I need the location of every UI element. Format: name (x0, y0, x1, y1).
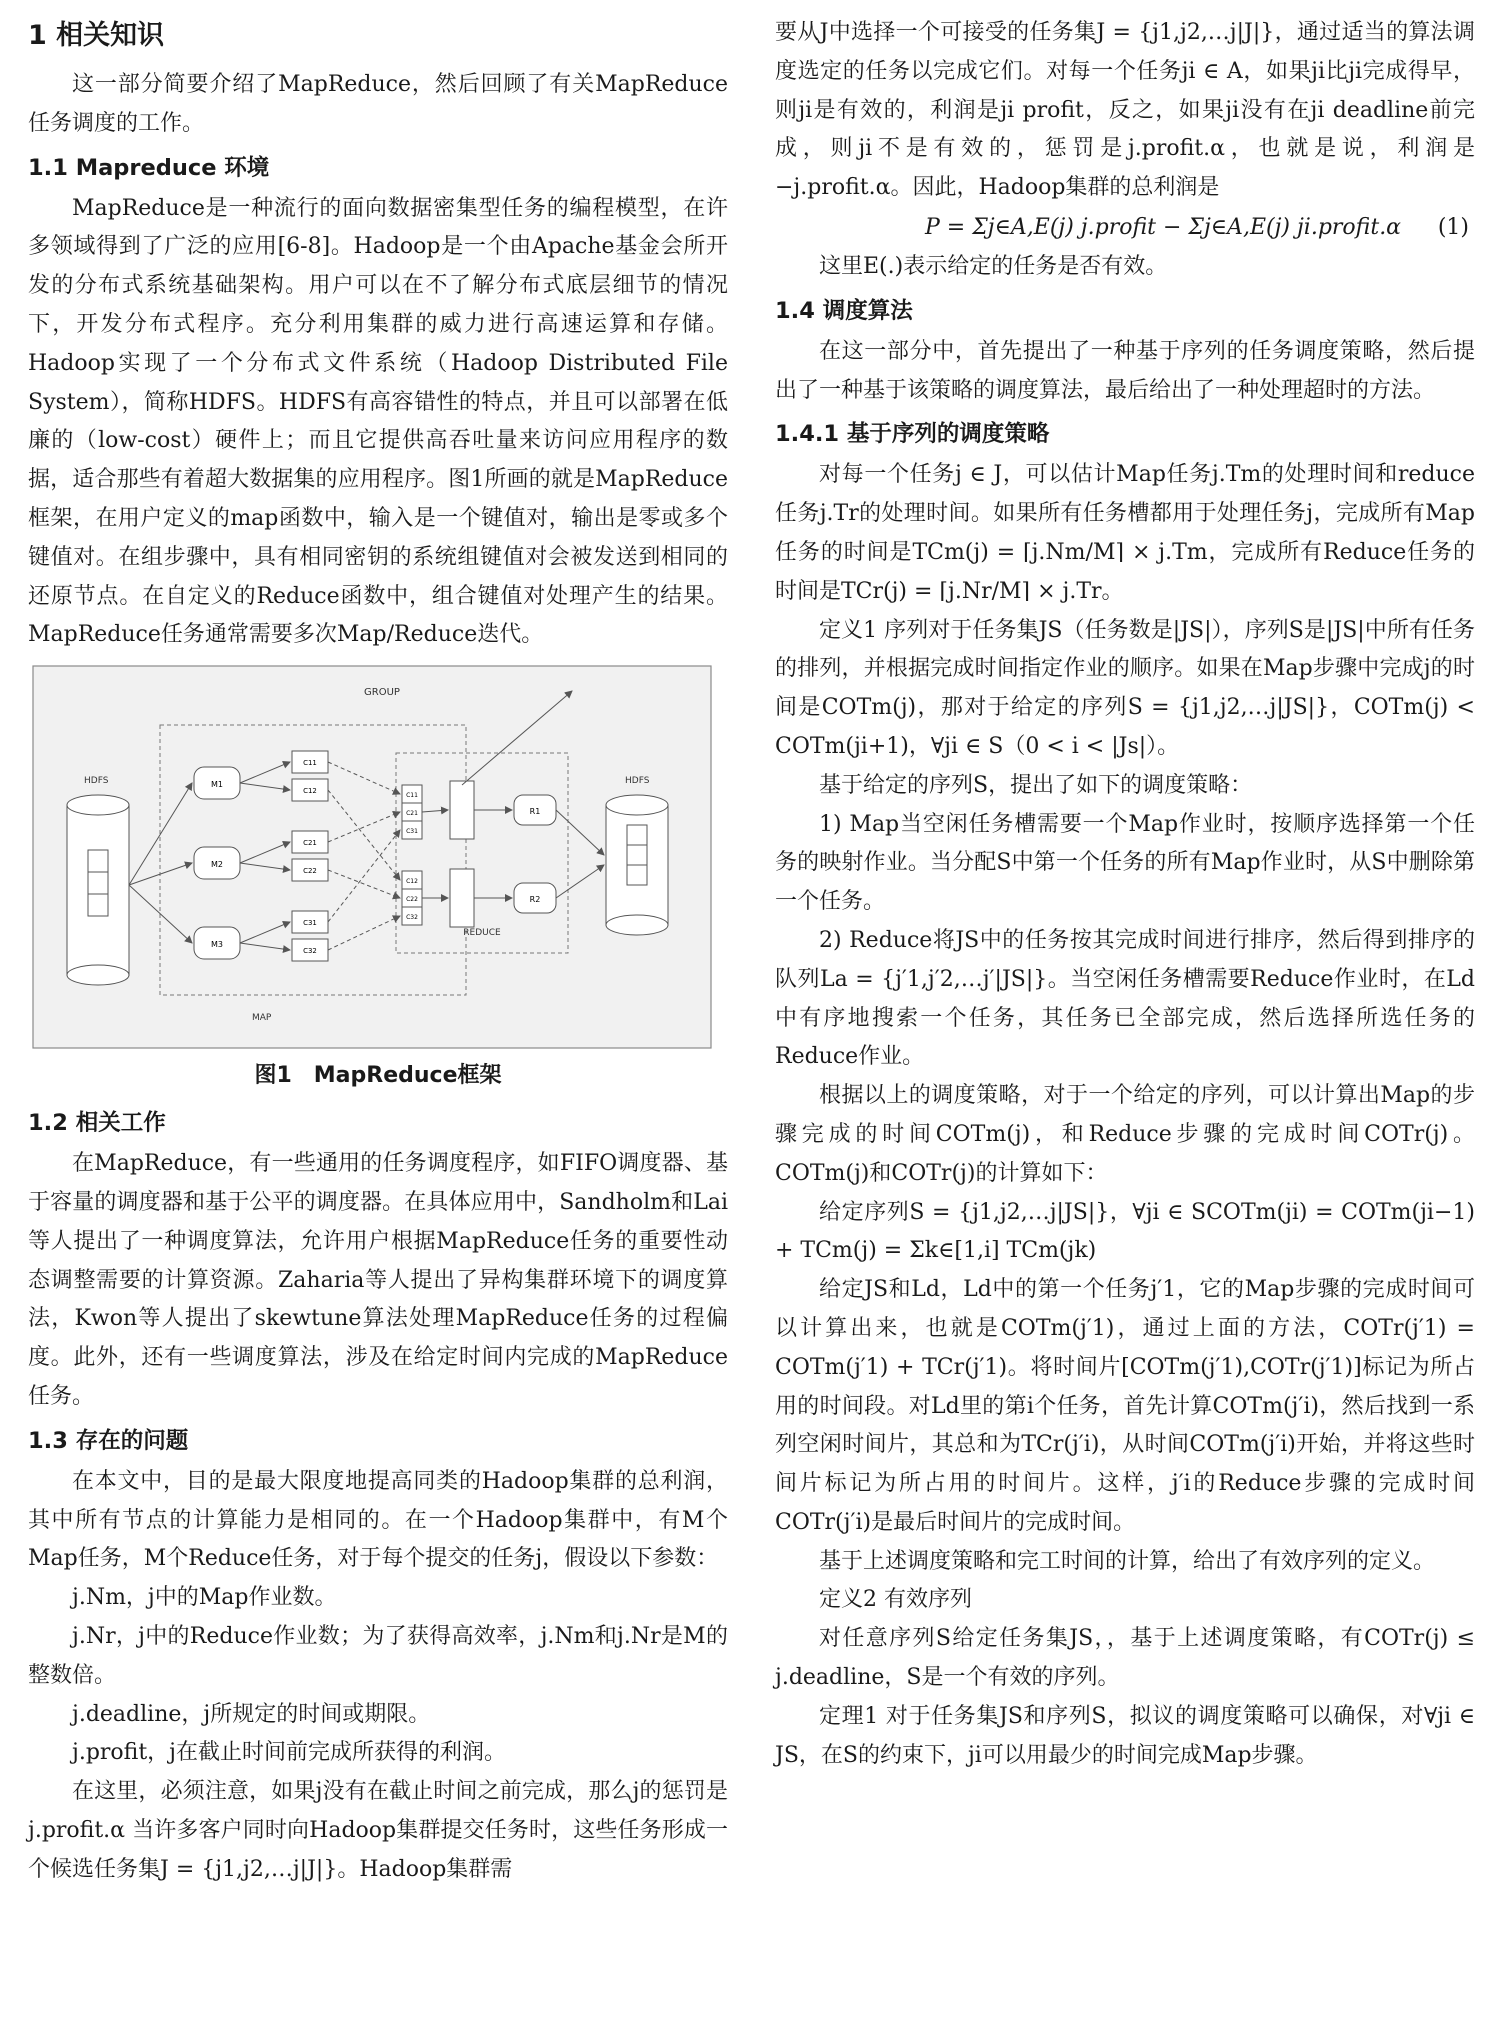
svg-text:C22: C22 (406, 896, 418, 904)
chunk-c32 (292, 939, 328, 961)
map-node-m3 (194, 927, 240, 959)
svg-text:C22: C22 (303, 867, 317, 876)
svg-text:C12: C12 (406, 878, 418, 886)
given-sequence-formula: 给定序列S = {j1,j2,…j|JS|}，∀ji ∈ SCOTm(ji) = COTm(ji−1) + TCm(j) = Σk∈[1,i] TCm(jk) (775, 1199, 1475, 1264)
continued-paragraph: 要从J中选择一个可接受的任务集J = {j1,j2,…j|J|}，通过适当的算法调度选定的任务以完成它们。对每一个任务ji ∈ A，如果ji比ji完成得早，则ji是有效的，利润是ji profit，反之，如果ji没有在ji deadline前完成，则ji不是有效的，惩罚是j.profit.α，也就是说，利润是−j.profit.α。因此，Hadoop集群的总利润是 (775, 20, 1475, 201)
reduce-label: REDUCE (463, 928, 501, 939)
parameter-nm: j.Nm，j中的Map作业数。 (72, 1585, 337, 1611)
intro-paragraph: 这一部分简要介绍了MapReduce，然后回顾了有关MapReduce任务调度的工作。 (28, 72, 728, 136)
subsection-heading-1-1: 1.1 Mapreduce 环境 (28, 154, 270, 181)
right-column (775, 14, 1475, 1775)
figure-1 (28, 665, 728, 1099)
svg-text:M2: M2 (211, 860, 223, 870)
policy-rule-map: 1) Map当空闲任务槽需要一个Map作业时，按顺序选择第一个任务的映射作业。当分配S中第一个任务的所有Map作业时，从S中删除第一个任务。 (775, 811, 1475, 915)
equation-1 (775, 208, 1475, 248)
equation-1-number: (1) (1437, 214, 1469, 240)
algorithm-intro-paragraph: 在这一部分中，首先提出了一种基于序列的任务调度策略，然后提出了一种基于该策略的调度算法，最后给出了一种处理超时的方法。 (775, 338, 1475, 403)
svg-text:C32: C32 (406, 914, 418, 922)
definition-1: 定义1 序列对于任务集JS（任务数是|JS|），序列S是|JS|中所有任务的排列，并根据完成时间指定作业的顺序。如果在Map步骤中完成j的时间是COTm(j)，那对于给定的序列S = {j1,j2,…j|JS|}，COTm(j) < COTm(ji+1)，∀ji ∈ S（0 < i < |Js|）。 (775, 617, 1475, 759)
related-work-paragraph: 在MapReduce，有一些通用的任务调度程序，如FIFO调度器、基于容量的调度器和基于公平的调度器。在具体应用中，Sandholm和Lai等人提出了一种调度算法，允许用户根据MapReduce任务的重要性动态调整需要的计算资源。Zaharia等人提出了异构集群环境下的调度算法，Kwon等人提出了skewtune算法处理MapReduce任务的过程偏度。此外，还有一些调度算法，涉及在给定时间内完成的MapReduce任务。 (28, 1151, 728, 1409)
mapreduce-environment-paragraph: MapReduce是一种流行的面向数据密集型任务的编程模型，在许多领域得到了广泛的应用[6-8]。Hadoop是一个由Apache基金会所开发的分布式系统基础架构。用户可以在不了解分布式底层细节的情况下，开发分布式程序。充分利用集群的威力进行高速运算和存储。Hadoop实现了一个分布式文件系统（Hadoop Distributed File System），简称HDFS。HDFS有高容错性的特点，并且可以部署在低廉的（low-cost）硬件上；而且它提供高吞吐量来访问应用程序的数据，适合那些有着超大数据集的应用程序。图1所画的就是MapReduce框架，在用户定义的map函数中，输入是一个键值对，输出是零或多个键值对。在组步骤中，具有相同密钥的系统组键值对会被发送到相同的还原节点。在自定义的Reduce函数中，组合键值对处理产生的结果。MapReduce任务通常需要多次Map/Reduce迭代。 (28, 195, 728, 648)
chunk-c31 (292, 911, 328, 933)
policy-rule-reduce: 2) Reduce将JS中的任务按其完成时间进行排序，然后得到排序的队列La = {j′1,j′2,…j′|JS|}。当空闲任务槽需要Reduce作业时，在Ld中有序地搜索一个任务，其任务已全部完成，然后选择所选任务的Reduce作业。 (775, 927, 1475, 1070)
shuffle-stack-top (402, 785, 422, 839)
chunk-c21 (292, 831, 328, 853)
svg-text:C31: C31 (303, 919, 317, 928)
figure-1-caption: 图1 MapReduce框架 (254, 1063, 502, 1089)
subsection-heading-1-2: 1.2 相关工作 (28, 1110, 166, 1137)
map-label: MAP (252, 1013, 272, 1024)
parameter-deadline: j.deadline，j所规定的时间或期限。 (72, 1701, 431, 1727)
map-node-m2 (194, 847, 240, 879)
parameter-nr: j.Nr，j中的Reduce作业数；为了获得高效率，j.Nm和j.Nr是M的整数倍。 (28, 1623, 728, 1688)
svg-text:C32: C32 (303, 947, 317, 956)
time-estimate-paragraph: 对每一个任务j ∈ J，可以估计Map任务j.Tm的处理时间和reduce任务j.Tr的处理时间。如果所有任务槽都用于处理任务j，完成所有Map任务的时间是TCm(j) = ⌈j.Nm/M⌉ × j.Tm，完成所有Reduce任务的时间是TCr(j) = ⌈j.Nr/M⌉ × j.Tr。 (775, 462, 1475, 604)
policy-intro: 基于给定的序列S，提出了如下的调度策略： (819, 772, 1253, 798)
equation-1-body: P = Σj∈A,E(j) j.profit − Σj∈A,E(j) ji.profit.α (925, 214, 1402, 240)
shuffle-stack-bottom (402, 871, 422, 925)
reducer-r2 (514, 883, 556, 913)
penalty-paragraph: 在这里，必须注意，如果j没有在截止时间之前完成，那么j的惩罚是j.profit.α 当许多客户同时向Hadoop集群提交任务时，这些任务形成一个候选任务集J = {j1,j2,…j|J|}。Hadoop集群需 (28, 1779, 728, 1882)
chunk-c12 (292, 779, 328, 801)
svg-text:R1: R1 (529, 807, 541, 817)
sort-bar-top (450, 781, 474, 839)
mapreduce-framework-diagram (32, 665, 712, 1049)
map-node-m1 (194, 767, 240, 799)
section-heading-1: 1 相关知识 (28, 20, 165, 51)
hdfs-left-cylinder (67, 795, 129, 985)
svg-text:C11: C11 (303, 759, 317, 768)
subsection-heading-1-4: 1.4 调度算法 (775, 297, 913, 324)
svg-text:C21: C21 (303, 839, 317, 848)
reduce-time-paragraph: 给定JS和Ld，Ld中的第一个任务j′1，它的Map步骤的完成时间可以计算出来，也就是COTm(j′1)，通过上面的方法，COTr(j′1) = COTm(j′1) + TCr(j′1)。将时间片[COTm(j′1),COTr(j′1)]标记为所占用的时间段。对Ld里的第i个任务，首先计算COTm(j′i)，然后找到一系列空闲时间片，其总和为TCr(j′i)，从时间COTm(j′i)开始，并将这些时间片标记为所占用的时间片。这样，j′i的Reduce步骤的完成时间COTr(j′i)是最后时间片的完成时间。 (775, 1277, 1475, 1535)
subsection-heading-1-3: 1.3 存在的问题 (28, 1427, 189, 1454)
svg-text:C21: C21 (406, 810, 418, 818)
svg-text:M3: M3 (211, 940, 223, 950)
subsection-heading-1-4-1: 1.4.1 基于序列的调度策略 (775, 421, 1050, 448)
hdfs-right-cylinder (606, 795, 668, 935)
reducer-r1 (514, 795, 556, 825)
sort-bar-bottom (450, 869, 474, 927)
definition-2: 对任意序列S给定任务集JS，，基于上述调度策略，有COTr(j) ≤ j.deadline，S是一个有效的序列。 (775, 1626, 1475, 1691)
completion-time-paragraph: 根据以上的调度策略，对于一个给定的序列，可以计算出Map的步骤完成的时间COTm(j)，和Reduce步骤的完成时间COTr(j)。COTm(j)和COTr(j)的计算如下： (775, 1083, 1475, 1186)
left-column (28, 14, 728, 1890)
theorem-1: 定理1 对于任务集JS和序列S，拟议的调度策略可以确保，对∀ji ∈ JS，在S的约束下，ji可以用最少的时间完成Map步骤。 (775, 1703, 1475, 1768)
group-label: GROUP (364, 687, 400, 699)
chunk-c11 (292, 751, 328, 773)
svg-text:C31: C31 (406, 828, 418, 836)
svg-text:C11: C11 (406, 792, 418, 800)
hdfs-left-label: HDFS (84, 776, 109, 787)
problem-paragraph: 在本文中，目的是最大限度地提高同类的Hadoop集群的总利润，其中所有节点的计算能力是相同的。在一个Hadoop集群中，有M个Map任务，M个Reduce任务，对于每个提交的任务j，假设以下参数： (28, 1468, 728, 1572)
effective-sequence-intro: 基于上述调度策略和完工时间的计算，给出了有效序列的定义。 (819, 1548, 1436, 1574)
svg-text:R2: R2 (529, 895, 541, 905)
hdfs-right-label: HDFS (625, 776, 650, 787)
svg-text:M1: M1 (211, 780, 223, 790)
definition-2-title: 定义2 有效序列 (819, 1587, 972, 1613)
svg-text:C12: C12 (303, 787, 317, 796)
validity-note: 这里E(.)表示给定的任务是否有效。 (819, 253, 1168, 279)
parameter-profit: j.profit，j在截止时间前完成所获得的利润。 (72, 1740, 506, 1766)
chunk-c22 (292, 859, 328, 881)
